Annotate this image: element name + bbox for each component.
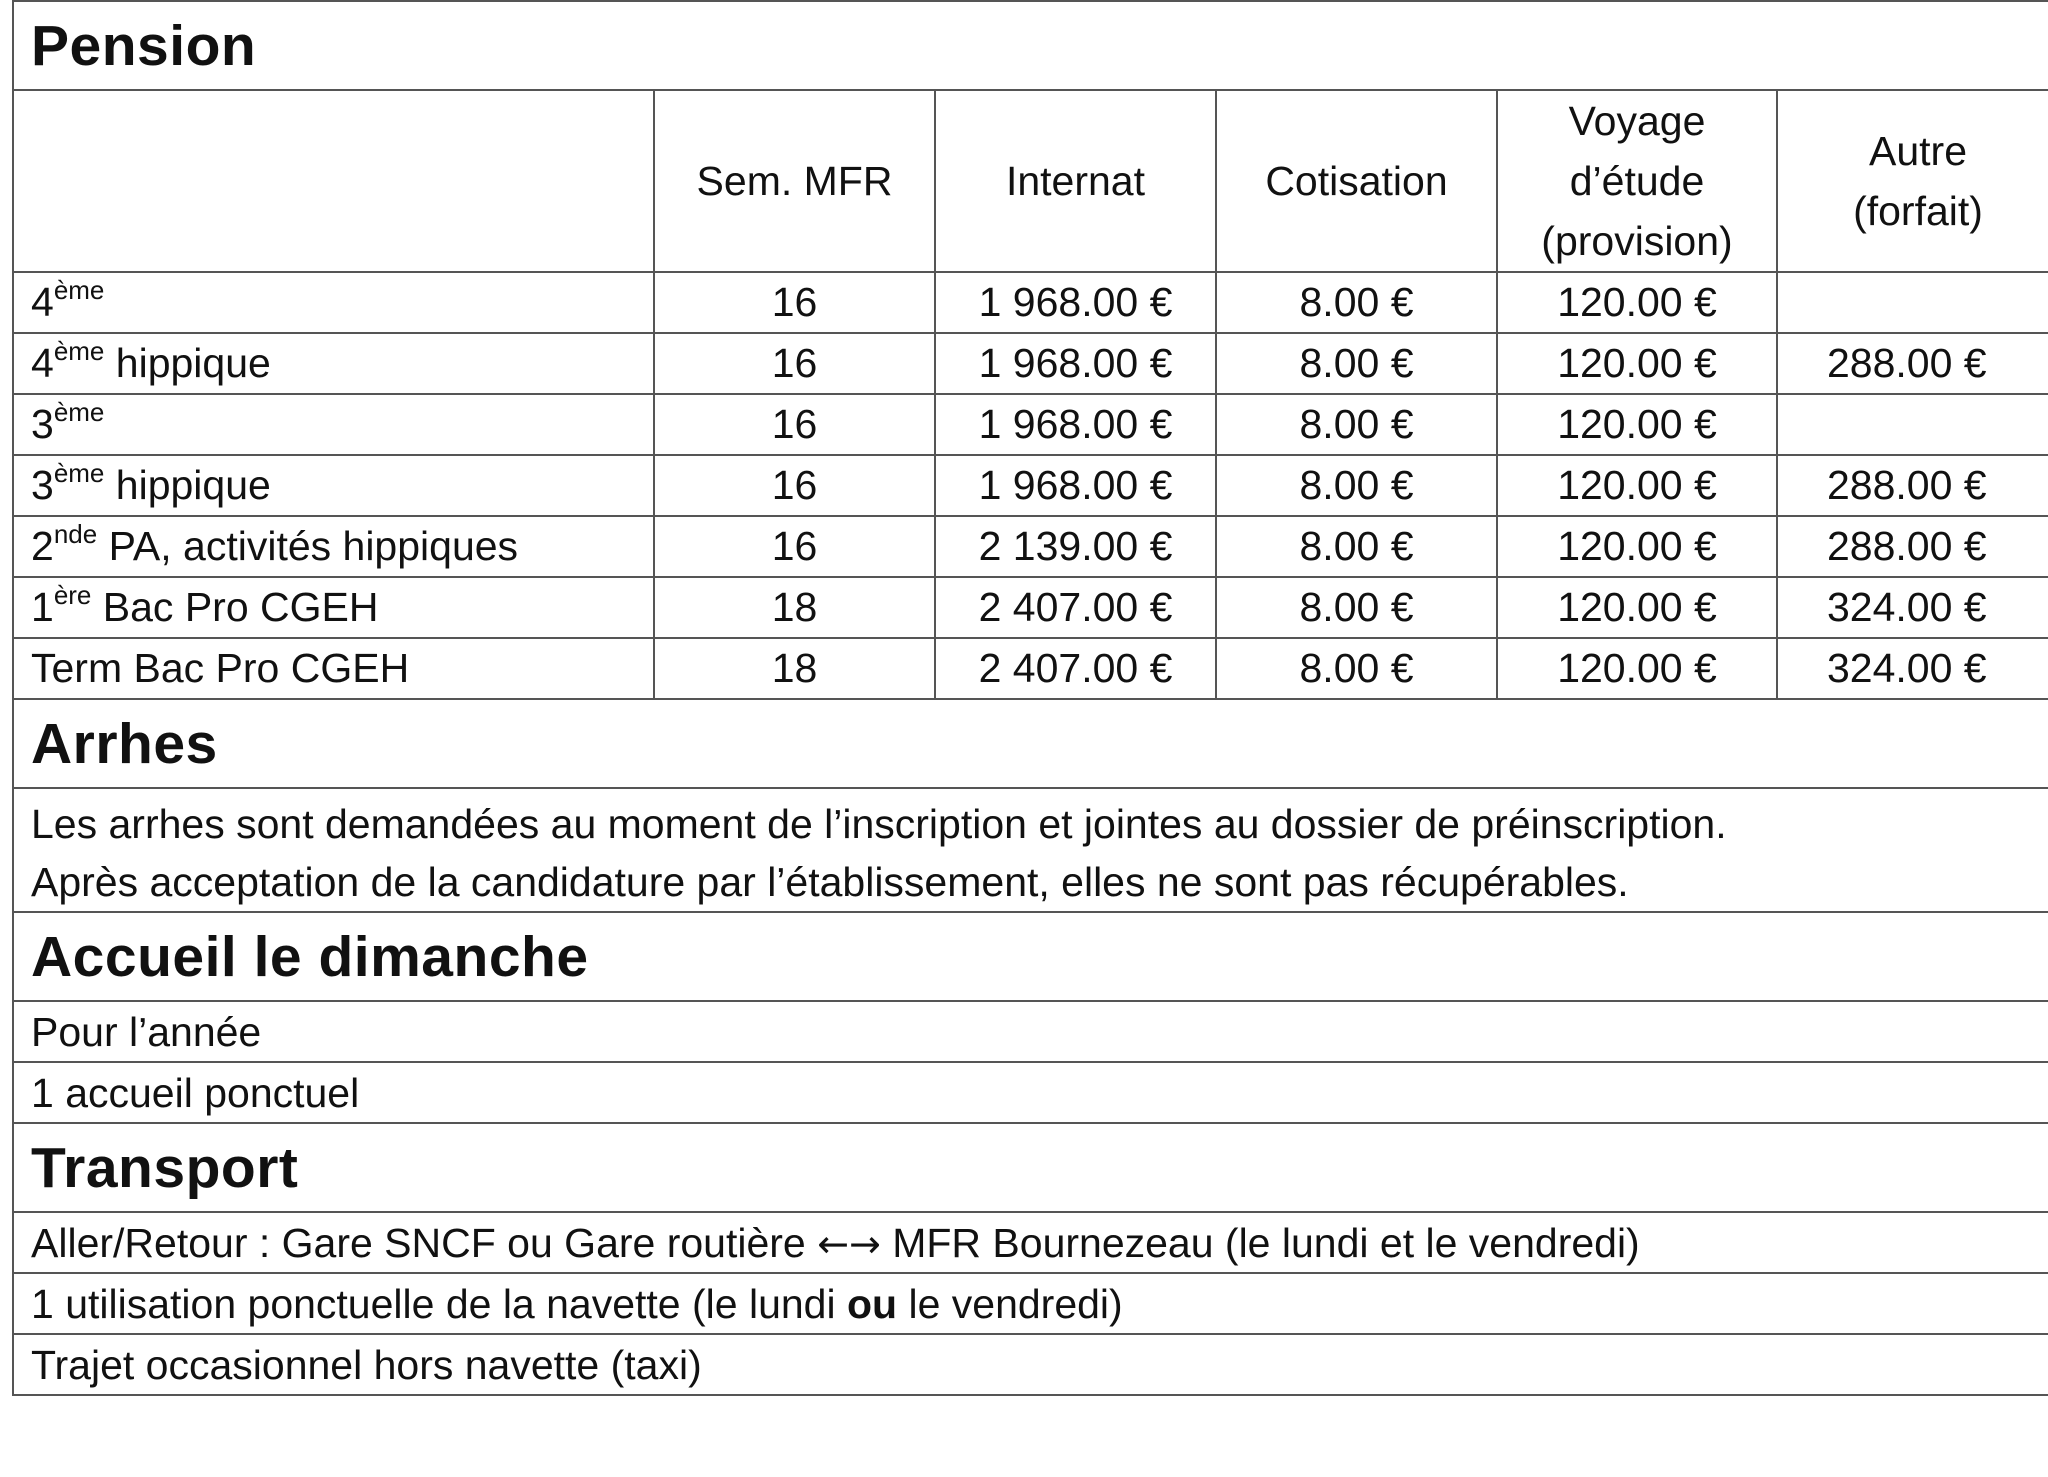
header-voyage: Voyage d’étude (provision): [1498, 91, 1778, 271]
header-sem-mfr: Sem. MFR: [655, 91, 936, 271]
pension-table-header: [14, 91, 2048, 273]
pension-row: [14, 578, 2048, 639]
autre-value: 324.00 €: [1827, 584, 1987, 630]
fee-document: [12, 0, 2048, 1396]
accueil-title: Accueil le dimanche: [14, 913, 2048, 1002]
internat-value: 1 968.00 €: [936, 273, 1217, 332]
pension-row: [14, 517, 2048, 578]
class-label: 1ère Bac Pro CGEH: [14, 578, 655, 637]
cotisation-value: 8.00 €: [1217, 395, 1498, 454]
autre-value: 324.00 €: [1827, 645, 1987, 691]
sem-mfr-value: 18: [655, 639, 936, 698]
header-internat: Internat: [936, 91, 1217, 271]
cotisation-value: 8.00 €: [1217, 578, 1498, 637]
class-label: Term Bac Pro CGEH: [14, 639, 655, 698]
header-autre: Autre (forfait): [1853, 128, 1983, 234]
internat-value: 1 968.00 €: [936, 334, 1217, 393]
transport-line-navette: 1 utilisation ponctuelle de la navette (le lundi ou le vendredi): [14, 1274, 2048, 1335]
voyage-value: 120.00 €: [1498, 273, 1778, 332]
class-label: 4ème: [14, 273, 655, 332]
class-label: 4ème hippique: [14, 334, 655, 393]
sem-mfr-value: 16: [655, 456, 936, 515]
sem-mfr-value: 16: [655, 517, 936, 576]
cotisation-value: 8.00 €: [1217, 517, 1498, 576]
voyage-value: 120.00 €: [1498, 395, 1778, 454]
class-label: 3ème hippique: [14, 456, 655, 515]
voyage-value: 120.00 €: [1498, 517, 1778, 576]
autre-value: 288.00 €: [1827, 462, 1987, 508]
internat-value: 1 968.00 €: [936, 395, 1217, 454]
pension-row: [14, 273, 2048, 334]
voyage-value: 120.00 €: [1498, 456, 1778, 515]
cotisation-value: 8.00 €: [1217, 273, 1498, 332]
cotisation-value: 8.00 €: [1217, 456, 1498, 515]
internat-value: 2 407.00 €: [936, 639, 1217, 698]
header-cotisation: Cotisation: [1217, 91, 1498, 271]
class-label: 3ème: [14, 395, 655, 454]
pension-row: [14, 639, 2048, 700]
double-arrow-icon: ←→: [817, 1222, 881, 1266]
arrhes-line-2: Après acceptation de la candidature par l’établissement, elles ne sont pas récupérables.: [31, 859, 1629, 905]
pension-row: [14, 334, 2048, 395]
voyage-value: 120.00 €: [1498, 578, 1778, 637]
transport-line-taxi: Trajet occasionnel hors navette (taxi): [14, 1335, 2048, 1396]
sem-mfr-value: 16: [655, 273, 936, 332]
cotisation-value: 8.00 €: [1217, 639, 1498, 698]
pension-table-body: [14, 273, 2048, 700]
pension-row: [14, 456, 2048, 517]
voyage-value: 120.00 €: [1498, 334, 1778, 393]
autre-value: [1778, 395, 2048, 454]
autre-value: 288.00 €: [1827, 523, 1987, 569]
sem-mfr-value: 16: [655, 395, 936, 454]
autre-value: 288.00 €: [1827, 340, 1987, 386]
cotisation-value: 8.00 €: [1217, 334, 1498, 393]
accueil-line-year: Pour l’année: [14, 1002, 2048, 1063]
internat-value: 2 407.00 €: [936, 578, 1217, 637]
autre-value: [1778, 273, 2048, 332]
arrhes-text: [14, 789, 2048, 913]
pension-title: Pension: [14, 2, 2048, 91]
internat-value: 2 139.00 €: [936, 517, 1217, 576]
voyage-value: 120.00 €: [1498, 639, 1778, 698]
sem-mfr-value: 16: [655, 334, 936, 393]
arrhes-title: Arrhes: [14, 700, 2048, 789]
header-label-cell: [14, 91, 655, 271]
internat-value: 1 968.00 €: [936, 456, 1217, 515]
class-label: 2nde PA, activités hippiques: [14, 517, 655, 576]
sem-mfr-value: 18: [655, 578, 936, 637]
accueil-line-ponctuel: 1 accueil ponctuel: [14, 1063, 2048, 1124]
transport-line-aller-retour: Aller/Retour : Gare SNCF ou Gare routière ←→ MFR Bournezeau (le lundi et le vendredi): [14, 1213, 2048, 1274]
arrhes-line-1: Les arrhes sont demandées au moment de l’inscription et jointes au dossier de préinscription.: [31, 801, 1727, 847]
transport-title: Transport: [14, 1124, 2048, 1213]
pension-row: [14, 395, 2048, 456]
